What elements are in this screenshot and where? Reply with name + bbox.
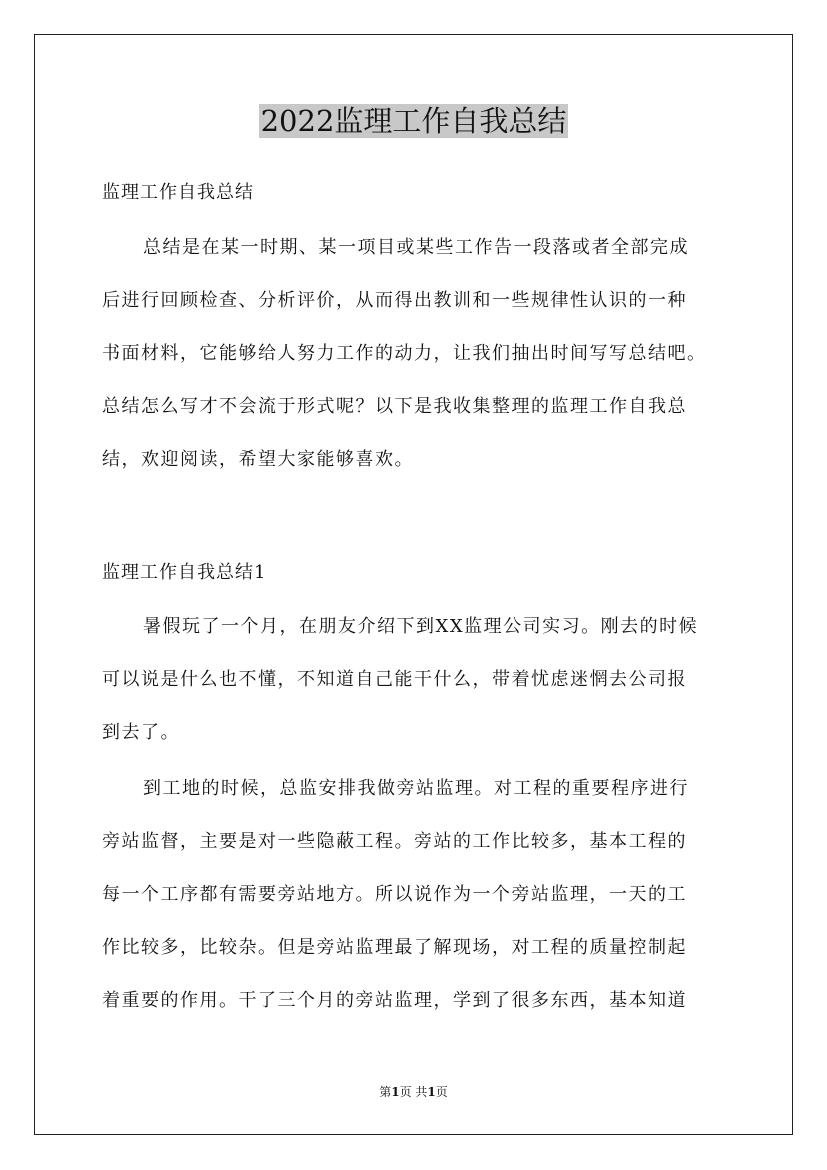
- text-line: 每一个工序都有需要旁站地方。所以说作为一个旁站监理，一天的工: [102, 884, 687, 905]
- document-title: 2022监理工作自我总结: [260, 104, 567, 138]
- text-line: 后进行回顾检查、分析评价，从而得出教训和一些规律性认识的一种: [102, 290, 687, 311]
- text-line: 到工地的时候，总监安排我做旁站监理。对工程的重要程序进行: [143, 778, 689, 799]
- page-footer: [0, 1083, 827, 1100]
- page-total: 1: [427, 1085, 436, 1099]
- text-line: 作比较多，比较杂。但是旁站监理最了解现场，对工程的质量控制起: [102, 937, 687, 958]
- text-line: 总结是在某一时期、某一项目或某些工作告一段落或者全部完成: [143, 237, 689, 258]
- text-line: 暑假玩了一个月，在朋友介绍下到XX监理公司实习。刚去的时候: [143, 616, 699, 637]
- page-number: 1: [391, 1085, 400, 1099]
- page-label-prefix: 第: [379, 1085, 392, 1099]
- document-title-wrap: [0, 102, 827, 140]
- text-line: 旁站监督，主要是对一些隐蔽工程。旁站的工作比较多，基本工程的: [102, 831, 687, 852]
- section-heading-main: 监理工作自我总结: [102, 182, 254, 203]
- paragraph-2: [102, 762, 742, 1027]
- section-heading-1: 监理工作自我总结1: [102, 562, 267, 583]
- text-line: 着重要的作用。干了三个月的旁站监理，学到了很多东西，基本知道: [102, 990, 687, 1011]
- text-line: 总结怎么写才不会流于形式呢？以下是我收集整理的监理工作自我总: [102, 396, 687, 417]
- text-line: 可以说是什么也不懂，不知道自己能干什么，带着忧虑迷惘去公司报: [102, 669, 687, 690]
- text-line: 书面材料，它能够给人努力工作的动力，让我们抽出时间写写总结吧。: [102, 343, 707, 364]
- text-line: 到去了。: [102, 722, 180, 743]
- intro-paragraph: [102, 221, 742, 486]
- page-label-suffix: 页: [435, 1085, 448, 1099]
- paragraph-1: [102, 600, 742, 759]
- text-line: 结，欢迎阅读，希望大家能够喜欢。: [102, 449, 414, 470]
- page-label-mid: 页 共: [399, 1085, 428, 1099]
